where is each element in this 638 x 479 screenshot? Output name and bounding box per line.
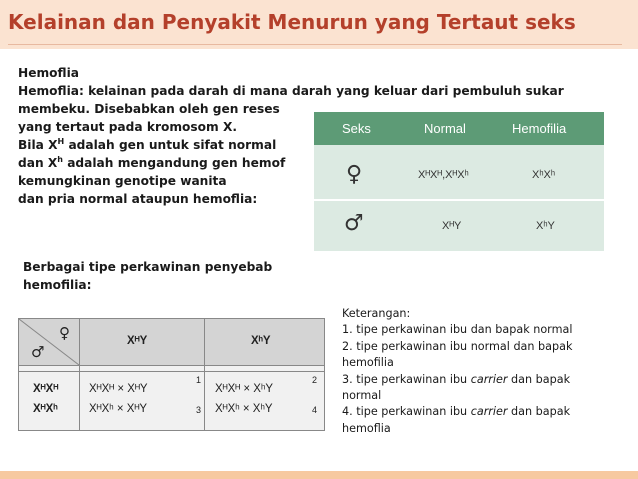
superscript: H bbox=[57, 137, 65, 146]
marriage-title-line: hemofilia: bbox=[23, 278, 92, 292]
body-line: Hemoflia: kelainan pada darah di mana darah yang keluar dari pembuluh sukar bbox=[18, 84, 564, 98]
row-divider bbox=[19, 371, 324, 372]
note-line: hemofilia bbox=[342, 356, 394, 370]
slide-title: Kelainan dan Penyakit Menurun yang Tertaut seks bbox=[8, 10, 576, 34]
note-line bbox=[342, 404, 622, 420]
keterangan-title: Keterangan: bbox=[342, 307, 411, 320]
cross-number: 2 bbox=[312, 375, 318, 385]
diagonal-line bbox=[19, 319, 79, 365]
male-hemofilia-genotype: XʰY bbox=[536, 220, 555, 232]
marriage-title-line: Berbagai tipe perkawinan penyebab bbox=[23, 260, 273, 274]
body-line: Hemoflia bbox=[18, 66, 79, 80]
note-line: 1. tipe perkawinan ibu dan bapak normal bbox=[342, 323, 573, 337]
male-symbol: ♂ bbox=[344, 211, 364, 236]
note-line: hemoflia bbox=[342, 421, 391, 435]
col-header-xhy-hemofilia: XʰY bbox=[251, 335, 271, 347]
footer-bar bbox=[0, 471, 638, 479]
male-normal-genotype: XᴴY bbox=[442, 220, 462, 232]
body-line: yang tertaut pada kromosom X. bbox=[18, 120, 238, 134]
cell-cross-3: XᴴXʰ × XᴴY bbox=[89, 403, 148, 415]
body-text-part: adalah gen untuk sifat normal bbox=[64, 138, 277, 152]
note-italic: carrier bbox=[470, 405, 508, 419]
header-divider bbox=[8, 44, 622, 45]
note-text: dan bapak bbox=[507, 372, 571, 386]
cross-number: 1 bbox=[196, 375, 202, 385]
body-line: membeku. Disebabkan oleh gen reses bbox=[18, 102, 280, 116]
note-text: 3. tipe perkawinan ibu bbox=[342, 372, 471, 386]
marriage-table bbox=[18, 318, 325, 431]
body-line: kemungkinan genotipe wanita bbox=[18, 174, 227, 188]
female-symbol: ♀ bbox=[59, 324, 70, 342]
female-hemofilia-genotype: XʰXʰ bbox=[532, 169, 556, 181]
note-italic: carrier bbox=[470, 372, 508, 386]
header-seks: Seks bbox=[342, 121, 371, 136]
cell-cross-1: XᴴXᴴ × XᴴY bbox=[89, 383, 148, 395]
note-line: 2. tipe perkawinan ibu normal dan bapak bbox=[342, 339, 573, 353]
genotype-table bbox=[314, 112, 604, 251]
superscript: h bbox=[57, 155, 63, 164]
note-line bbox=[342, 372, 622, 388]
body-line: dan pria normal ataupun hemoflia: bbox=[18, 192, 258, 206]
female-symbol: ♀ bbox=[346, 162, 363, 187]
row-divider bbox=[19, 365, 324, 366]
body-text-part: Bila X bbox=[18, 138, 58, 152]
cross-number: 3 bbox=[196, 405, 202, 415]
female-normal-genotype: XᴴXᴴ,XᴴXʰ bbox=[418, 169, 469, 181]
note-line: normal bbox=[342, 389, 382, 403]
col-header-xhy: XᴴY bbox=[127, 335, 148, 347]
keterangan-notes bbox=[342, 306, 622, 437]
cell-cross-2: XᴴXᴴ × XʰY bbox=[215, 383, 274, 395]
cell-cross-4: XᴴXʰ × XʰY bbox=[215, 403, 273, 415]
header-hemofilia: Hemofilia bbox=[512, 121, 567, 136]
row-header-xhxh: XᴴXᴴ bbox=[33, 383, 59, 395]
row-header-xhxh-carrier: XᴴXʰ bbox=[33, 403, 58, 415]
note-text: 4. tipe perkawinan ibu bbox=[342, 405, 471, 419]
header-normal: Normal bbox=[424, 121, 466, 136]
note-text: dan bapak bbox=[507, 405, 571, 419]
male-symbol: ♂ bbox=[31, 343, 45, 361]
marriage-title bbox=[23, 258, 272, 294]
body-text-part: adalah mengandung gen hemof bbox=[62, 156, 286, 170]
slide-header bbox=[0, 0, 638, 49]
column-divider bbox=[79, 319, 80, 430]
row-divider bbox=[314, 199, 604, 201]
cross-number: 4 bbox=[312, 405, 318, 415]
column-divider bbox=[204, 319, 205, 430]
body-text-part: dan X bbox=[18, 156, 58, 170]
